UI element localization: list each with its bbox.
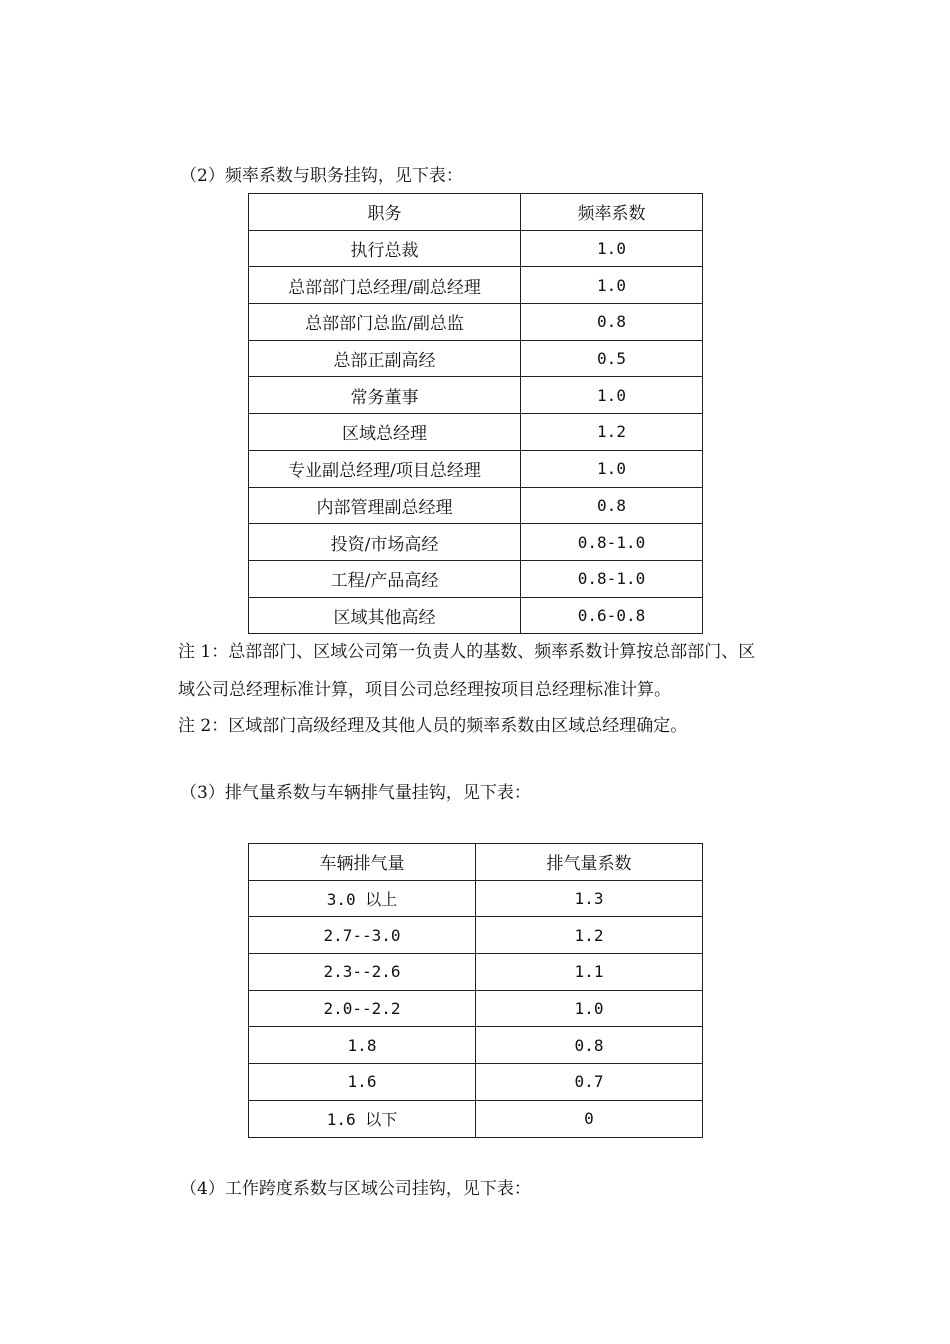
table-header-row: [249, 844, 703, 881]
table-row: [249, 450, 703, 487]
coefficient-cell: 0.7: [476, 1064, 703, 1101]
note-1-line-2: 域公司总经理标准计算，项目公司总经理按项目总经理标准计算。: [178, 680, 671, 700]
table-row: [249, 230, 703, 267]
table-row: [249, 377, 703, 414]
coefficient-cell: 1.0: [521, 230, 703, 267]
displacement-cell: 2.0--2.2: [249, 990, 476, 1027]
position-cell: 总部部门总监/副总监: [249, 304, 521, 341]
displacement-cell: 2.7--3.0: [249, 917, 476, 954]
position-cell: 投资/市场高经: [249, 524, 521, 561]
table-row: [249, 340, 703, 377]
section3-heading: （3）排气量系数与车辆排气量挂钩，见下表：: [180, 783, 531, 803]
coefficient-cell: 0.8-1.0: [521, 560, 703, 597]
header-cell: 职务: [249, 194, 521, 231]
coefficient-cell: 1.1: [476, 954, 703, 991]
frequency-coefficient-table: [248, 193, 703, 634]
coefficient-cell: 0.8: [476, 1027, 703, 1064]
note-2: 注 2：区域部门高级经理及其他人员的频率系数由区域总经理确定。: [178, 716, 688, 736]
displacement-cell: 1.6: [249, 1064, 476, 1101]
section4-heading: （4）工作跨度系数与区域公司挂钩，见下表：: [180, 1179, 531, 1199]
coefficient-cell: 1.0: [521, 267, 703, 304]
coefficient-cell: 0.6-0.8: [521, 597, 703, 634]
displacement-cell: 2.3--2.6: [249, 954, 476, 991]
coefficient-cell: 1.0: [521, 450, 703, 487]
table-row: [249, 1100, 703, 1137]
table-row: [249, 917, 703, 954]
table-row: [249, 560, 703, 597]
position-cell: 区域总经理: [249, 414, 521, 451]
coefficient-cell: 0.8: [521, 304, 703, 341]
position-cell: 总部部门总经理/副总经理: [249, 267, 521, 304]
section2-heading: （2）频率系数与职务挂钩，见下表：: [180, 166, 463, 186]
displacement-cell: 3.0 以上: [249, 880, 476, 917]
coefficient-cell: 0.8: [521, 487, 703, 524]
coefficient-cell: 1.2: [476, 917, 703, 954]
header-cell: 车辆排气量: [249, 844, 476, 881]
table-row: [249, 880, 703, 917]
table-row: [249, 414, 703, 451]
position-cell: 常务董事: [249, 377, 521, 414]
coefficient-cell: 1.3: [476, 880, 703, 917]
header-cell: 排气量系数: [476, 844, 703, 881]
table-row: [249, 304, 703, 341]
coefficient-cell: 1.0: [521, 377, 703, 414]
position-cell: 工程/产品高经: [249, 560, 521, 597]
displacement-coefficient-table: [248, 843, 703, 1138]
table-row: [249, 597, 703, 634]
table-row: [249, 267, 703, 304]
coefficient-cell: 1.0: [476, 990, 703, 1027]
displacement-cell: 1.6 以下: [249, 1100, 476, 1137]
table-row: [249, 1027, 703, 1064]
table-row: [249, 990, 703, 1027]
table-row: [249, 487, 703, 524]
coefficient-cell: 0: [476, 1100, 703, 1137]
header-cell: 频率系数: [521, 194, 703, 231]
table-row: [249, 954, 703, 991]
position-cell: 专业副总经理/项目总经理: [249, 450, 521, 487]
position-cell: 总部正副高经: [249, 340, 521, 377]
coefficient-cell: 1.2: [521, 414, 703, 451]
table-header-row: [249, 194, 703, 231]
position-cell: 区域其他高经: [249, 597, 521, 634]
table-row: [249, 524, 703, 561]
position-cell: 内部管理副总经理: [249, 487, 521, 524]
position-cell: 执行总裁: [249, 230, 521, 267]
coefficient-cell: 0.5: [521, 340, 703, 377]
coefficient-cell: 0.8-1.0: [521, 524, 703, 561]
table-row: [249, 1064, 703, 1101]
displacement-cell: 1.8: [249, 1027, 476, 1064]
note-1-line-1: 注 1：总部部门、区域公司第一负责人的基数、频率系数计算按总部部门、区: [178, 642, 756, 662]
